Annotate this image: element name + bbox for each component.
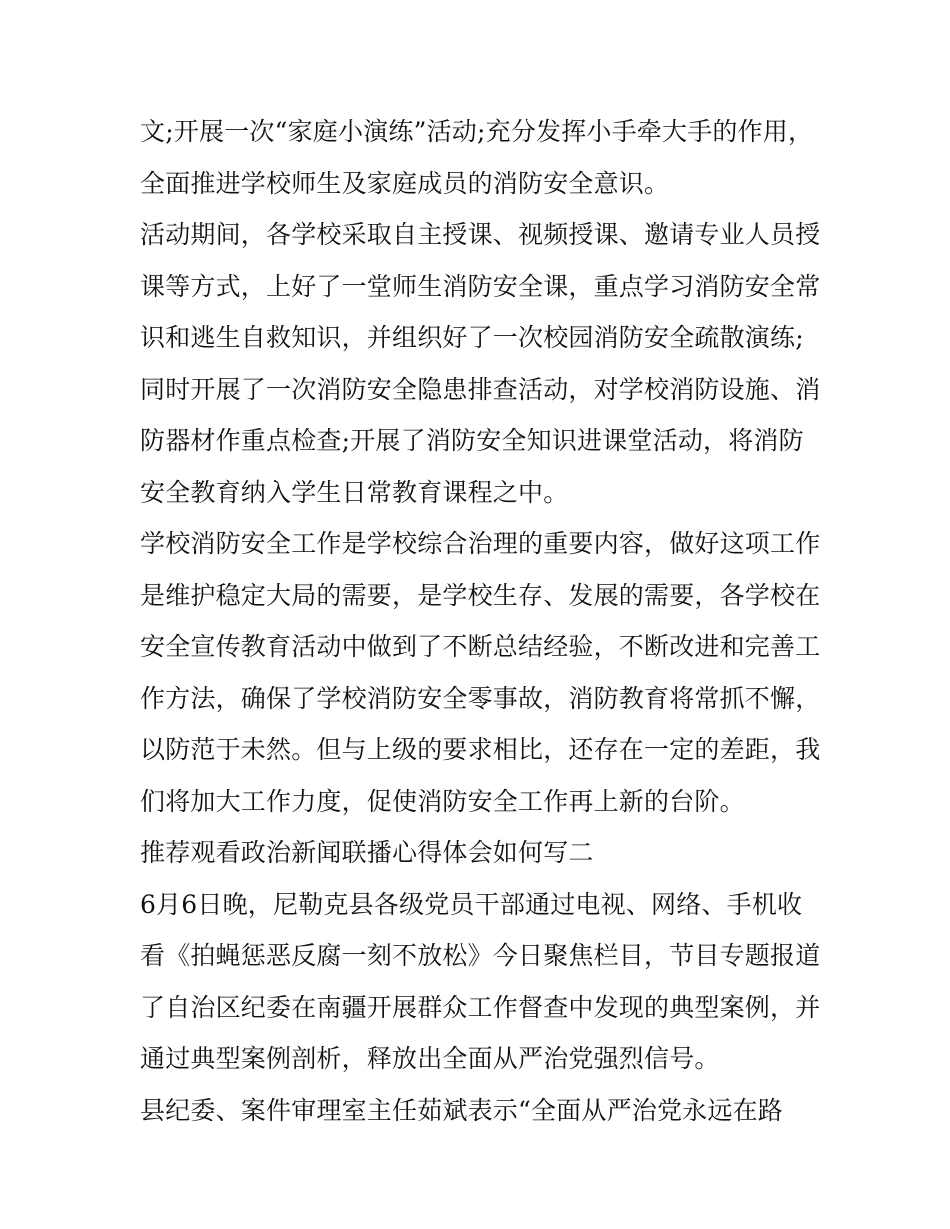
text-line: 是维护稳定大局的需要，是学校生存、发展的需要，各学校在 [140, 580, 821, 610]
text-line: 识和逃生自救知识，并组织好了一次校园消防安全疏散演练; [140, 323, 804, 352]
text-line: 看《拍蝇惩恶反腐一刻不放松》今日聚焦栏目，节目专题报道 [140, 941, 821, 970]
text-line: 通过典型案例剖析，释放出全面从严治党强烈信号。 [140, 1044, 720, 1073]
text-line: 安全教育纳入学生日常教育课程之中。 [140, 477, 569, 507]
text-line: 6月6日晚，尼勒克县各级党员干部通过电视、网络、手机收 [140, 889, 803, 919]
text-line: 同时开展了一次消防安全隐患排查活动，对学校消防设施、消 [140, 374, 821, 404]
text-line: 们将加大工作力度，促使消防安全工作再上新的台阶。 [140, 786, 745, 816]
text-line: 文;开展一次“家庭小演练”活动;充分发挥小手牵大手的作用， [140, 117, 814, 146]
text-line: 学校消防安全工作是学校综合治理的重要内容，做好这项工作 [140, 529, 821, 558]
text-line: 课等方式，上好了一堂师生消防安全课，重点学习消防安全常 [140, 271, 821, 301]
document-body [140, 106, 820, 1136]
text-line: 全面推进学校师生及家庭成员的消防安全意识。 [140, 168, 670, 198]
text-line: 作方法，确保了学校消防安全零事故，消防教育将常抓不懈， [140, 683, 821, 713]
text-line: 防器材作重点检查;开展了消防安全知识进课堂活动，将消防 [140, 426, 804, 455]
text-line: 县纪委、案件审理室主任茹斌表示“全面从严治党永远在路 [140, 1095, 783, 1125]
text-line: 安全宣传教育活动中做到了不断总结经验，不断改进和完善工 [140, 632, 821, 661]
section-heading: 推荐观看政治新闻联播心得体会如何写二 [140, 838, 594, 867]
text-line: 以防范于未然。但与上级的要求相比，还存在一定的差距，我 [140, 735, 821, 764]
text-line: 了自治区纪委在南疆开展群众工作督查中发现的典型案例，并 [140, 992, 821, 1022]
text-line: 活动期间，各学校采取自主授课、视频授课、邀请专业人员授 [140, 220, 821, 249]
